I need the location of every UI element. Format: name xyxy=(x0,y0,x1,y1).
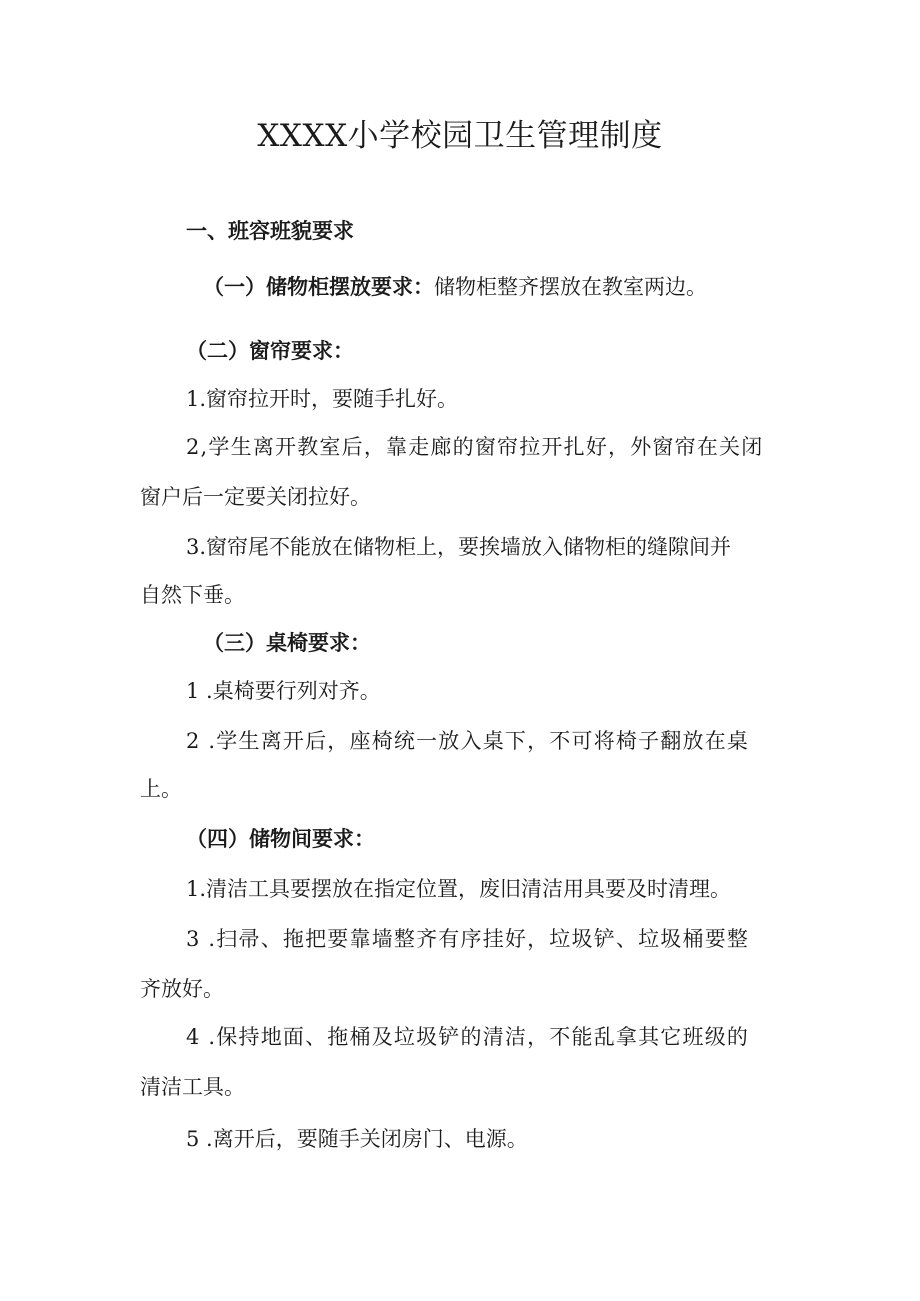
subsection-text: 储物柜整齐摆放在教室两边。 xyxy=(434,275,707,299)
storeroom-item-continued: 清洁工具。 xyxy=(140,1075,245,1099)
curtain-item-continued: 自然下垂。 xyxy=(140,583,245,607)
storeroom-item: 3 .扫帚、拖把要靠墙整齐有序挂好，垃圾铲、垃圾桶要整 xyxy=(186,927,750,951)
document-title: XXXX小学校园卫生管理制度 xyxy=(257,118,663,154)
curtain-item: 1.窗帘拉开时，要随手扎好。 xyxy=(186,387,459,411)
curtain-item-continued: 窗户后一定要关闭拉好。 xyxy=(140,485,371,509)
subsection-desk-label: （三）桌椅要求： xyxy=(203,630,371,655)
curtain-item: 3.窗帘尾不能放在储物柜上，要挨墙放入储物柜的缝隙间并 xyxy=(186,535,732,559)
desk-item: 1 .桌椅要行列对齐。 xyxy=(186,679,381,703)
subsection-label: （一）储物柜摆放要求： xyxy=(203,274,434,299)
section-heading: 一、班容班貌要求 xyxy=(186,218,354,243)
storeroom-item: 1.清洁工具要摆放在指定位置，废旧清洁用具要及时清理。 xyxy=(186,877,732,901)
subsection-curtain-label: （二）窗帘要求： xyxy=(186,338,354,363)
storeroom-item: 4 .保持地面、拖桶及垃圾铲的清洁，不能乱拿其它班级的 xyxy=(186,1025,750,1049)
desk-item: 2 .学生离开后，座椅统一放入桌下，不可将椅子翻放在桌 xyxy=(186,729,750,753)
subsection-storage-cabinet xyxy=(203,272,707,302)
subsection-storeroom-label: （四）储物间要求： xyxy=(186,826,375,851)
desk-item-continued: 上。 xyxy=(140,777,182,801)
storeroom-item: 5 .离开后，要随手关闭房门、电源。 xyxy=(186,1127,528,1151)
storeroom-item-continued: 齐放好。 xyxy=(140,977,224,1001)
curtain-item: 2,学生离开教室后，靠走廊的窗帘拉开扎好，外窗帘在关闭 xyxy=(186,435,764,459)
